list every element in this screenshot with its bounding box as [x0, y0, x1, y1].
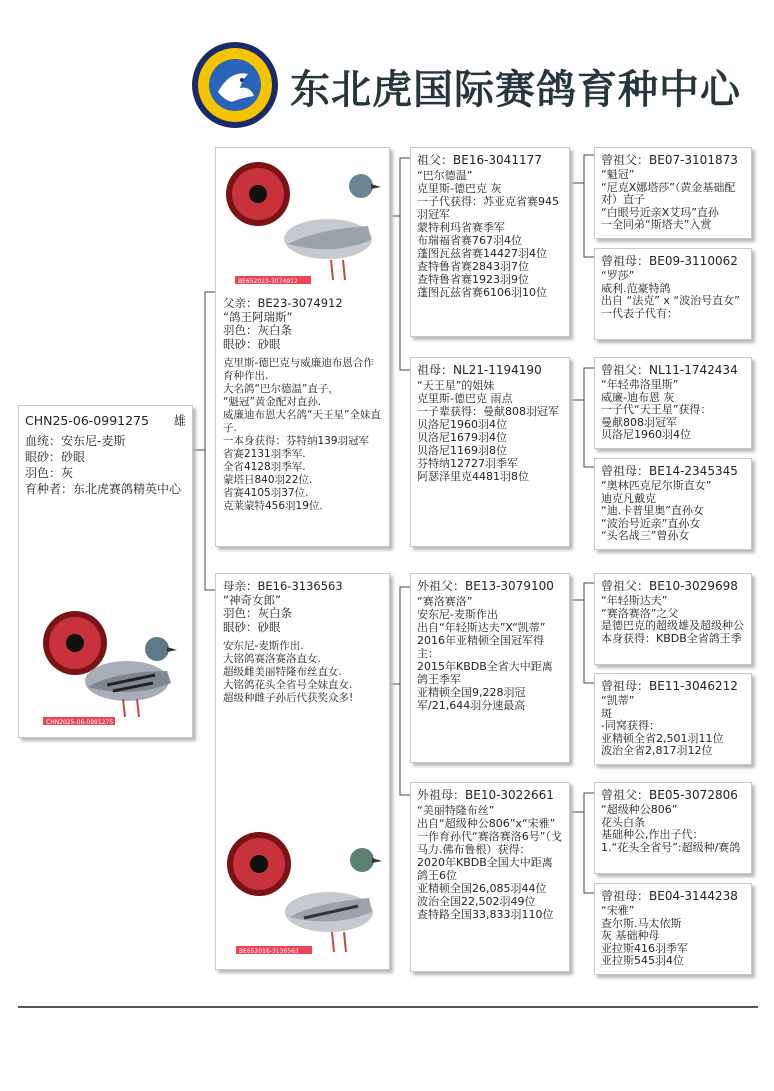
ggp-card-3 [594, 357, 752, 449]
gp-head: 外祖父：BE13-3079100 [417, 579, 554, 593]
dam-card [215, 573, 390, 970]
header [190, 36, 760, 136]
gp-line: 贝洛尼1679羽4位 [417, 431, 507, 444]
subject-pigeon-photo [37, 601, 177, 731]
ggp-line: -同窝获得： [601, 719, 660, 732]
dam-color: 羽色：灰白条 [223, 606, 292, 620]
ggp-line: 查尔斯.马太依斯 [601, 916, 682, 930]
ggp-line: 花头白条 [601, 815, 645, 829]
dam-note: 安东尼-麦斯作出. [223, 640, 304, 652]
ggp-line: 本身获得：KBDB全省鸽王季 [601, 631, 742, 645]
gp-line: 军/21,644羽分速最高 [417, 699, 526, 712]
ggp-line: “赛洛赛洛”之父 [601, 606, 679, 620]
pigeon-eye-image [43, 611, 107, 675]
gp-line: 克里斯-德巴克 灰 [417, 182, 502, 195]
ggp-line: 一代表子代有： [601, 306, 678, 320]
gp-line: 查特路全国33,833羽110位 [417, 908, 554, 921]
center-name: 东北虎国际赛鸽育种中心 [290, 67, 741, 113]
ggp-line: “头名战三”曾孙女 [601, 529, 690, 542]
subject-ring-number: CHN25-06-0991275 [25, 413, 149, 428]
gp-line: “赛洛赛洛” [417, 595, 473, 608]
ggp-head: 曾祖母：BE04-3144238 [601, 889, 738, 903]
pigeon-body-image [285, 848, 382, 952]
pigeon-eye-image [227, 832, 291, 896]
sire-note: 克里斯-德巴克与威廉迪布恩合作育种作出. [223, 357, 374, 382]
pigeon-eye-image [226, 162, 290, 226]
gp-line: 波治全国22,502羽49位 [417, 895, 536, 908]
sire-note: 威廉迪布恩大名鸽“天王星”全妹直子. [223, 409, 381, 434]
ggp-head: 曾祖父：NL11-1742434 [601, 363, 738, 377]
ggp-card-6 [594, 673, 752, 765]
ggp-line: 斑 [601, 706, 612, 720]
gp-line: 贝洛尼1169羽8位 [417, 444, 507, 457]
gp-line: “巴尔德温” [417, 169, 473, 182]
gp-line: 2016年亚精顿全国冠军得主： [417, 634, 544, 660]
dam-note: 超级种雌子孙后代获奖众多! [223, 692, 354, 704]
ggp-line: “宋雅” [601, 904, 635, 917]
ggp-head: 曾祖母：BE14-2345345 [601, 464, 738, 478]
dam-notes [223, 640, 382, 705]
gp-line: 一子代获得：苏亚克省赛945羽冠军 [417, 195, 559, 221]
ggp-line: 亚拉斯416羽季军 [601, 941, 688, 955]
ggp-line: 亚拉斯545羽4位 [601, 954, 684, 967]
ggp-card-1 [594, 147, 752, 239]
gp-line: 2015年KBDB全省大中距离鸽王季军 [417, 660, 553, 686]
ggp-line: 1.“花头全省号”:超级种/赛鸽 [601, 840, 741, 854]
subject-id-row [25, 412, 186, 429]
granddam-maternal-card [410, 782, 570, 972]
sire-note: 克莱蒙特456羽19位. [223, 500, 323, 512]
bottom-divider [18, 1006, 758, 1008]
gp-line: 蓬图瓦兹省赛14427羽4位 [417, 247, 547, 260]
ggp-line: “魁冠” [601, 168, 635, 181]
gp-line: “天王星”的姐妹 [417, 379, 495, 392]
subject-line: 血统：安东尼-麦斯 [25, 434, 126, 448]
gp-line: 一作育孙代“赛洛赛洛6号”（戈马力.佛布鲁根）获得： [417, 830, 562, 856]
gp-line: 阿瑟泽里克4481羽8位 [417, 470, 529, 483]
gp-line: 出自“超级种公806”x“宋雅” [417, 817, 556, 830]
ggp-head: 曾祖父：BE05-3072806 [601, 788, 738, 802]
sire-card [215, 147, 390, 547]
ggp-line: 基础种公,作出子代： [601, 828, 704, 841]
photo-ring-label: CHN2025-06-0991275 [46, 719, 114, 726]
dam-note: 大铭鸽花头全省号全妹直女. [223, 679, 353, 691]
gp-head: 祖母：NL21-1194190 [417, 363, 542, 377]
grandsire-maternal-card [410, 573, 570, 763]
dam-ring-number: 母亲：BE16-3136563 [223, 579, 343, 593]
dam-note: 大铭鸽赛洛赛洛直女. [223, 653, 321, 665]
ggp-head: 曾祖母：BE11-3046212 [601, 679, 738, 693]
gp-line: 布瑞福省赛767羽4位 [417, 234, 522, 247]
subject-line: 眼砂：砂眼 [25, 450, 86, 464]
pigeon-body-image [284, 174, 381, 280]
ggp-line: 一子代“天王星”获得： [601, 403, 712, 416]
ggp-line: 是德巴克的超级雄及超级种公 [601, 619, 744, 632]
subject-line: 育种者：东北虎赛鸽精英中心 [25, 482, 182, 496]
ggp-line: 威廉-迪布恩 灰 [601, 390, 675, 404]
sire-notes [223, 357, 382, 513]
ggp-line: “迪.卡普里奥”直孙女 [601, 504, 704, 517]
gp-head: 外祖母：BE10-3022661 [417, 788, 554, 802]
granddam-paternal-card [410, 357, 570, 547]
ggp-line: “白眼号近亲X艾玛”直孙 [601, 205, 719, 219]
ggp-line: “罗莎” [601, 269, 635, 282]
gp-line: 查特鲁省赛1923羽9位 [417, 273, 529, 286]
gp-line: 2020年KBDB全国大中距离鸽王6位 [417, 856, 553, 882]
gp-line: 查特鲁省赛2843羽7位 [417, 260, 529, 273]
photo-ring-label: BE652016-3136563 [239, 948, 299, 955]
sire-eye: 眼砂：砂眼 [223, 336, 281, 351]
grandsire-paternal-card [410, 147, 570, 337]
ggp-line: 波治全省2,817羽12位 [601, 744, 713, 757]
ggp-line: “奥林匹克尼尔斯直女” [601, 479, 712, 492]
ggp-line: “尼克X娜塔莎”（黄金基础配对）直子 [601, 180, 736, 206]
ggp-card-8 [594, 883, 752, 975]
ggp-line: “年轻斯达夫” [601, 594, 668, 607]
dam-note: 超级雌美丽特隆布丝直女. [223, 666, 342, 678]
ggp-card-2 [594, 248, 752, 340]
ggp-head: 曾祖父：BE07-3101873 [601, 153, 738, 167]
ggp-line: 一全同弟“斯塔夫”入赏 [601, 218, 712, 231]
ggp-line: 出自 “法克” x “波治号直女” [601, 294, 740, 307]
gp-line: 蒙特利玛省赛季军 [417, 221, 505, 234]
subject-sex: 雄 [173, 413, 186, 428]
ggp-line: “超级种公806” [601, 803, 678, 816]
ggp-head: 曾祖母：BE09-3110062 [601, 254, 738, 268]
ggp-line: “凯蒂” [601, 694, 635, 707]
ggp-line: 贝洛尼1960羽4位 [601, 428, 691, 441]
ggp-line: “年轻弗洛里斯” [601, 378, 679, 391]
sire-pigeon-photo [223, 154, 383, 294]
gp-line: 亚精顿全国9,228羽冠 [417, 686, 526, 699]
dam-pigeon-photo [224, 822, 384, 962]
gp-line: 出自“年轻斯达夫”X“凯蒂” [417, 621, 546, 634]
gp-line: 贝洛尼1960羽4位 [417, 418, 507, 431]
gp-line: 一子辈获得：曼献808羽冠军 [417, 405, 559, 418]
sire-note: 一本身获得：芬特纳139羽冠军 [223, 435, 370, 447]
dam-eye: 眼砂：砂眼 [223, 619, 281, 634]
gp-line: 亚精顿全国26,085羽44位 [417, 882, 547, 895]
photo-ring-label: BE652023-3074912 [238, 278, 298, 285]
sire-note: 大名鸽“巴尔德温”直子， [223, 383, 339, 395]
sire-note: “魁冠”黄金配对直孙. [223, 396, 322, 408]
ggp-card-7 [594, 782, 752, 874]
ggp-line: 亚精顿全省2,501羽11位 [601, 731, 724, 745]
ggp-card-4 [594, 458, 752, 550]
center-logo [190, 40, 280, 130]
ggp-line: “波治号近亲”直孙女 [601, 516, 701, 530]
sire-note: 省赛4105羽37位. [223, 487, 309, 499]
ggp-head: 曾祖父：BE10-3029698 [601, 579, 738, 593]
subject-card [18, 405, 193, 738]
gp-line: 蓬图瓦兹省赛6106羽10位 [417, 286, 547, 299]
sire-note: 全省4128羽季军. [223, 461, 306, 473]
gp-line: 安东尼-麦斯作出 [417, 608, 498, 621]
gp-head: 祖父：BE16-3041177 [417, 153, 542, 167]
sire-ring-number: 父亲：BE23-3074912 [223, 296, 343, 310]
gp-line: 芬特纳12727羽季军 [417, 457, 518, 470]
ggp-line: 迪克凡戴克 [601, 491, 656, 505]
sire-note: 蒙塔日840羽22位. [223, 474, 313, 486]
ggp-line: 威利.范豪特鸽 [601, 281, 671, 295]
gp-line: “美丽特隆布丝” [417, 804, 495, 817]
sire-name: “鸽王阿瑞斯” [223, 309, 293, 324]
ggp-line: 灰 基础种母 [601, 929, 660, 942]
sire-note: 省赛2131羽季军. [223, 448, 306, 460]
ggp-card-5 [594, 573, 752, 665]
dam-name: “神奇女郎” [223, 592, 281, 607]
subject-line: 羽色：灰 [25, 466, 74, 480]
ggp-line: 曼献808羽冠军 [601, 415, 677, 429]
gp-line: 克里斯-德巴克 雨点 [417, 392, 513, 405]
sire-color: 羽色：灰白条 [223, 323, 292, 337]
